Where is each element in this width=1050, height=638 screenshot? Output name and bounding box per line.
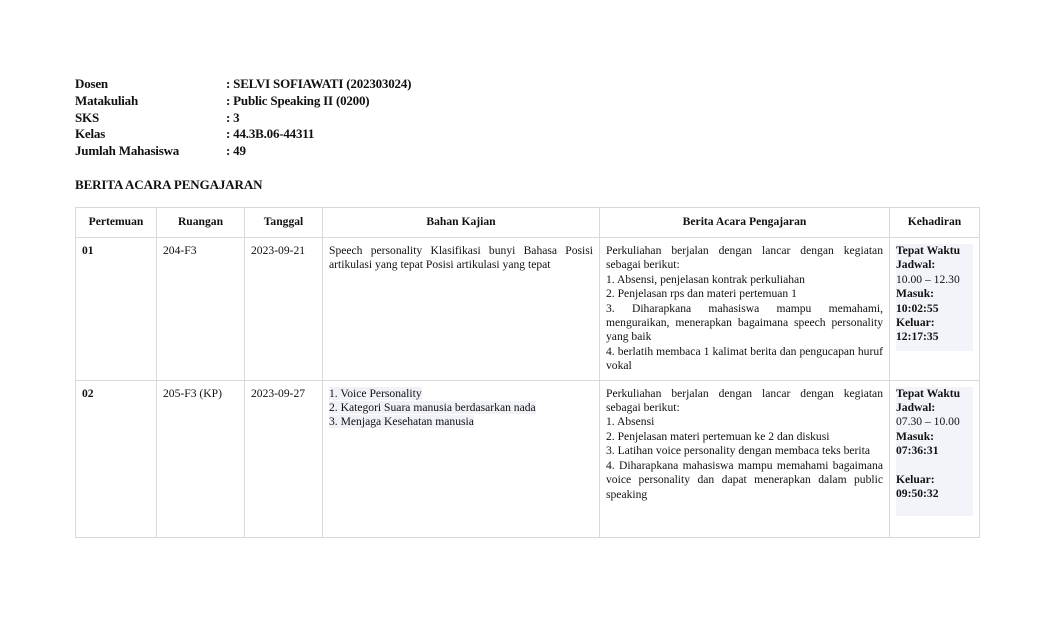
keluar-label: Keluar:: [896, 472, 935, 486]
teaching-report-table: [75, 207, 980, 538]
info-label: SKS: [75, 109, 99, 125]
info-value: : 49: [226, 143, 246, 159]
jadwal-label: Jadwal:: [896, 258, 936, 272]
info-row-dosen: [75, 76, 411, 93]
masuk-label: Masuk:: [896, 287, 935, 301]
jadwal-value: 07.30 – 10.00: [896, 415, 960, 429]
cell-bahan-kajian: [323, 238, 600, 381]
berita-line: Perkuliahan berjalan dengan lancar dengan kegiatan sebagai berikut:: [606, 386, 883, 415]
berita-line: Perkuliahan berjalan dengan lancar dengan kegiatan sebagai berikut:: [606, 244, 883, 272]
header-kehadiran: Kehadiran: [890, 208, 980, 238]
berita-line: 4. Diharapkana mahasiswa mampu memahami bagaimana voice personality dan dapat menerapkan dalam public speaking: [606, 458, 883, 501]
page-title: BERITA ACARA PENGAJARAN: [75, 177, 263, 192]
keluar-value: 09:50:32: [896, 487, 939, 501]
attendance-block: [896, 387, 973, 516]
info-row-kelas: [75, 126, 411, 143]
header-bahan-kajian: Bahan Kajian: [323, 208, 600, 238]
berita-line: 1. Absensi: [606, 415, 655, 429]
info-row-sks: [75, 110, 411, 127]
header-tanggal: Tanggal: [245, 208, 323, 238]
cell-tanggal: 2023-09-27: [245, 380, 323, 537]
table-row: [76, 238, 980, 381]
header-ruangan: Ruangan: [157, 208, 245, 238]
berita-line: 2. Penjelasan materi pertemuan ke 2 dan diskusi: [606, 429, 830, 443]
cell-berita-acara: [600, 238, 890, 381]
masuk-value: 07:36:31: [896, 444, 939, 458]
attendance-block: [896, 244, 973, 351]
bahan-line: Speech personality Klasifikasi bunyi Bahasa Posisi artikulasi yang tepat Posisi artikulasi yang tepat: [329, 244, 593, 272]
info-label: Jumlah Mahasiswa: [75, 143, 180, 159]
attendance-status: Tepat Waktu: [896, 244, 961, 257]
header-pertemuan: Pertemuan: [76, 208, 157, 238]
cell-bahan-kajian: [323, 380, 600, 537]
attendance-status: Tepat Waktu: [896, 386, 961, 400]
cell-kehadiran: [890, 380, 980, 537]
bahan-line: 1. Voice Personality: [329, 386, 422, 400]
cell-kehadiran: [890, 238, 980, 381]
info-row-jumlah: [75, 143, 411, 160]
info-value: : Public Speaking II (0200): [226, 92, 370, 108]
bahan-line: 3. Menjaga Kesehatan manusia: [329, 415, 474, 429]
berita-line: 3. Diharapkana mahasiswa mampu memahami, menguraikan, menerapkan bagaimana speech personality yang baik: [606, 301, 883, 344]
masuk-value: 10:02:55: [896, 301, 939, 315]
info-value: : SELVI SOFIAWATI (202303024): [226, 76, 412, 91]
table-row: [76, 380, 980, 537]
cell-berita-acara: [600, 380, 890, 537]
course-info: [75, 76, 411, 160]
table-header-row: [76, 208, 980, 238]
berita-line: 2. Penjelasan rps dan materi pertemuan 1: [606, 287, 797, 301]
cell-ruangan: 204-F3: [157, 238, 245, 381]
masuk-label: Masuk:: [896, 429, 935, 443]
info-label: Matakuliah: [75, 92, 139, 108]
keluar-value: 12:17:35: [896, 330, 939, 344]
header-berita-acara: Berita Acara Pengajaran: [600, 208, 890, 238]
berita-line: 3. Latihan voice personality dengan membaca teks berita: [606, 444, 870, 458]
keluar-label: Keluar:: [896, 316, 935, 330]
info-row-matakuliah: [75, 93, 411, 110]
bahan-line: 2. Kategori Suara manusia berdasarkan nada: [329, 401, 536, 415]
info-label: Dosen: [75, 76, 108, 91]
info-value: : 44.3B.06-44311: [226, 126, 315, 142]
info-label: Kelas: [75, 126, 106, 142]
cell-tanggal: 2023-09-21: [245, 238, 323, 381]
info-value: : 3: [226, 109, 240, 125]
jadwal-label: Jadwal:: [896, 401, 936, 415]
cell-pertemuan: 02: [76, 380, 157, 537]
berita-line: 1. Absensi, penjelasan kontrak perkuliahan: [606, 272, 805, 286]
cell-ruangan: 205-F3 (KP): [157, 380, 245, 537]
berita-line: 4. berlatih membaca 1 kalimat berita dan pengucapan huruf vokal: [606, 344, 883, 373]
jadwal-value: 10.00 – 12.30: [896, 272, 960, 286]
cell-pertemuan: 01: [76, 238, 157, 381]
